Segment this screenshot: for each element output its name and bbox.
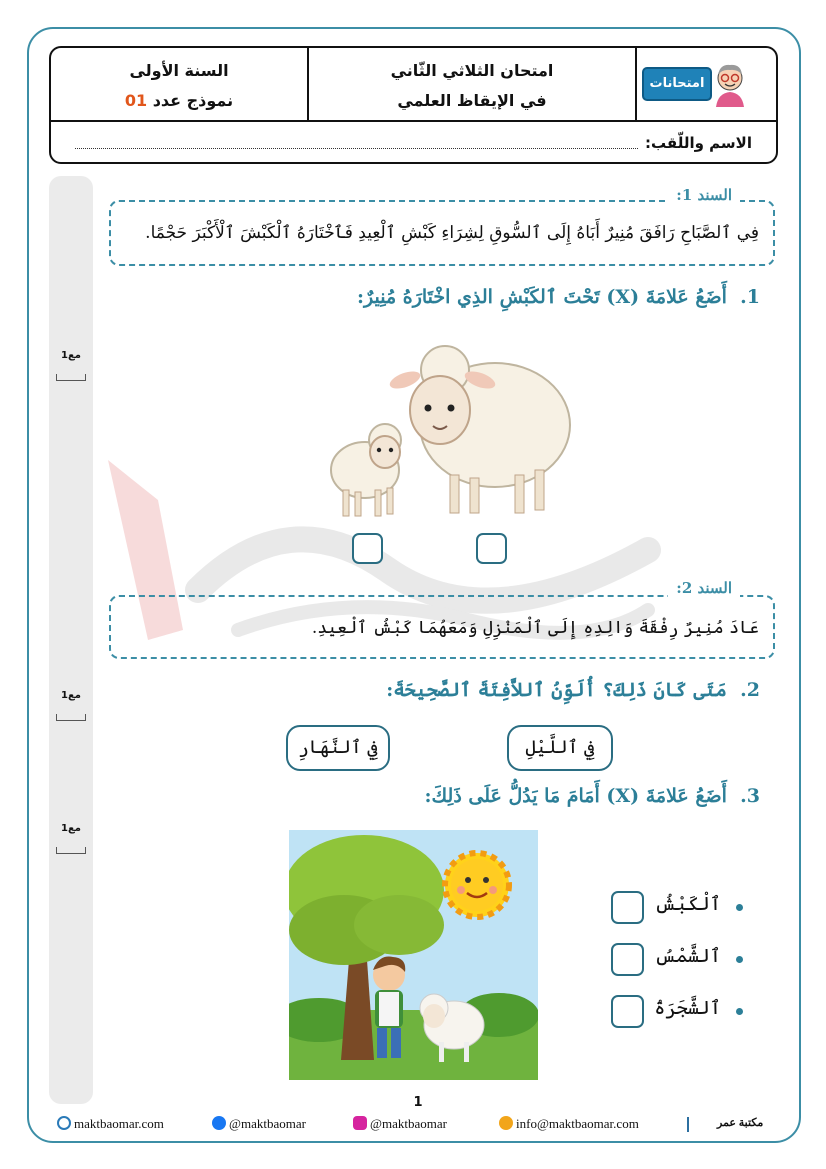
grading-mark: مع1 (55, 350, 87, 384)
small-sheep-checkbox[interactable] (352, 533, 383, 564)
footer-facebook[interactable]: @maktbaomar (212, 1116, 306, 1132)
option-sun: ٱلشَّمْسُ (654, 945, 721, 967)
big-sheep-checkbox[interactable] (476, 533, 507, 564)
globe-icon (57, 1116, 71, 1130)
email-icon (499, 1116, 513, 1130)
logo-badge: امتحانات (642, 67, 712, 101)
bullet-icon (736, 904, 743, 911)
option-tree-checkbox[interactable] (611, 995, 644, 1028)
bullet-icon (736, 956, 743, 963)
boy-sheep-tree-sun-illustration (289, 830, 538, 1080)
sanad-1-text: فِي ٱلصَّبَاحِ رَافَقَ مُنِيرٌ أَبَاهُ إِلَى ٱلسُّوقِ لِشِرَاءِ كَبْشِ ٱلْعِيدِ فَٱخْتَارَهُ ٱلْكَبْشَ ٱلْأَكْبَرَ حَجْمًا. (145, 223, 759, 243)
sanad-1-box (109, 200, 775, 266)
option-day-label[interactable]: فِي ٱلنَّهَارِ (286, 725, 390, 771)
title-cell (309, 48, 637, 122)
footer-website[interactable]: maktbaomar.com (57, 1116, 164, 1132)
bullet-icon (736, 1008, 743, 1015)
option-night-label[interactable]: فِي ٱللَّيْلِ (507, 725, 613, 771)
page-number: 1 (413, 1095, 423, 1110)
option-sun-checkbox[interactable] (611, 943, 644, 976)
question-2: 2. مَتَى كَانَ ذَلِكَ؟ أُلَوِّنُ ٱللاَّفِتَةَ ٱلصَّحِيحَةَ: (386, 679, 760, 701)
footer-separator (687, 1117, 689, 1132)
exam-subject: في الإيقاظ العلمي (397, 91, 547, 110)
footer-brand-logo: مكتبة عمر (717, 1117, 764, 1129)
footer-instagram[interactable]: @maktbaomar (353, 1116, 447, 1132)
option-tree: ٱلشَّجَرَةُ (654, 997, 721, 1019)
sanad-1-title: السند 1: (668, 186, 740, 204)
instagram-icon (353, 1116, 367, 1130)
sanad-2-box (109, 595, 775, 659)
teacher-avatar-icon (710, 61, 750, 107)
option-sheep-checkbox[interactable] (611, 891, 644, 924)
model-number: نموذج عدد 01 (124, 91, 234, 110)
exam-header (49, 46, 778, 164)
sanad-2-title: السند 2: (668, 579, 740, 597)
logo-cell (637, 48, 778, 122)
grading-mark: مع1 (55, 823, 87, 857)
question-3: 3. أَضَعُ عَلامَةَ (X) أَمَامَ مَا يَدُلُّ عَلَى ذَلِكَ: (424, 785, 760, 807)
question-1: 1. أَضَعُ عَلامَةَ (X) تَحْتَ ٱلكَبْشِ الذِي اخْتَارَهُ مُنِيرٌ: (357, 286, 760, 308)
name-row (51, 124, 776, 164)
grading-mark: مع1 (55, 690, 87, 724)
footer-email[interactable]: info@maktbaomar.com (499, 1116, 639, 1132)
level-cell (51, 48, 309, 122)
small-sheep-icon (331, 424, 401, 516)
grading-margin (49, 176, 93, 1104)
footer (55, 1114, 780, 1136)
option-sheep: ٱلْكَبْشُ (654, 893, 721, 915)
two-sheep-illustration (325, 330, 575, 525)
exam-title: امتحان الثلاثي الثّاني (390, 61, 554, 80)
exams-logo (642, 61, 750, 107)
sun-icon (445, 853, 509, 917)
facebook-icon (212, 1116, 226, 1130)
name-field[interactable] (75, 148, 638, 149)
big-sheep-icon (388, 346, 570, 513)
sanad-2-text: عَادَ مُنِيرٌ رِفْقَةَ وَالِدِهِ إِلَى ٱلْمَنْزِلِ وَمَعَهُمَا كَبْشُ ٱلْعِيدِ. (311, 618, 759, 638)
name-label: الاسم واللّقب: (645, 134, 752, 152)
year-level: السنة الأولى (129, 61, 229, 80)
